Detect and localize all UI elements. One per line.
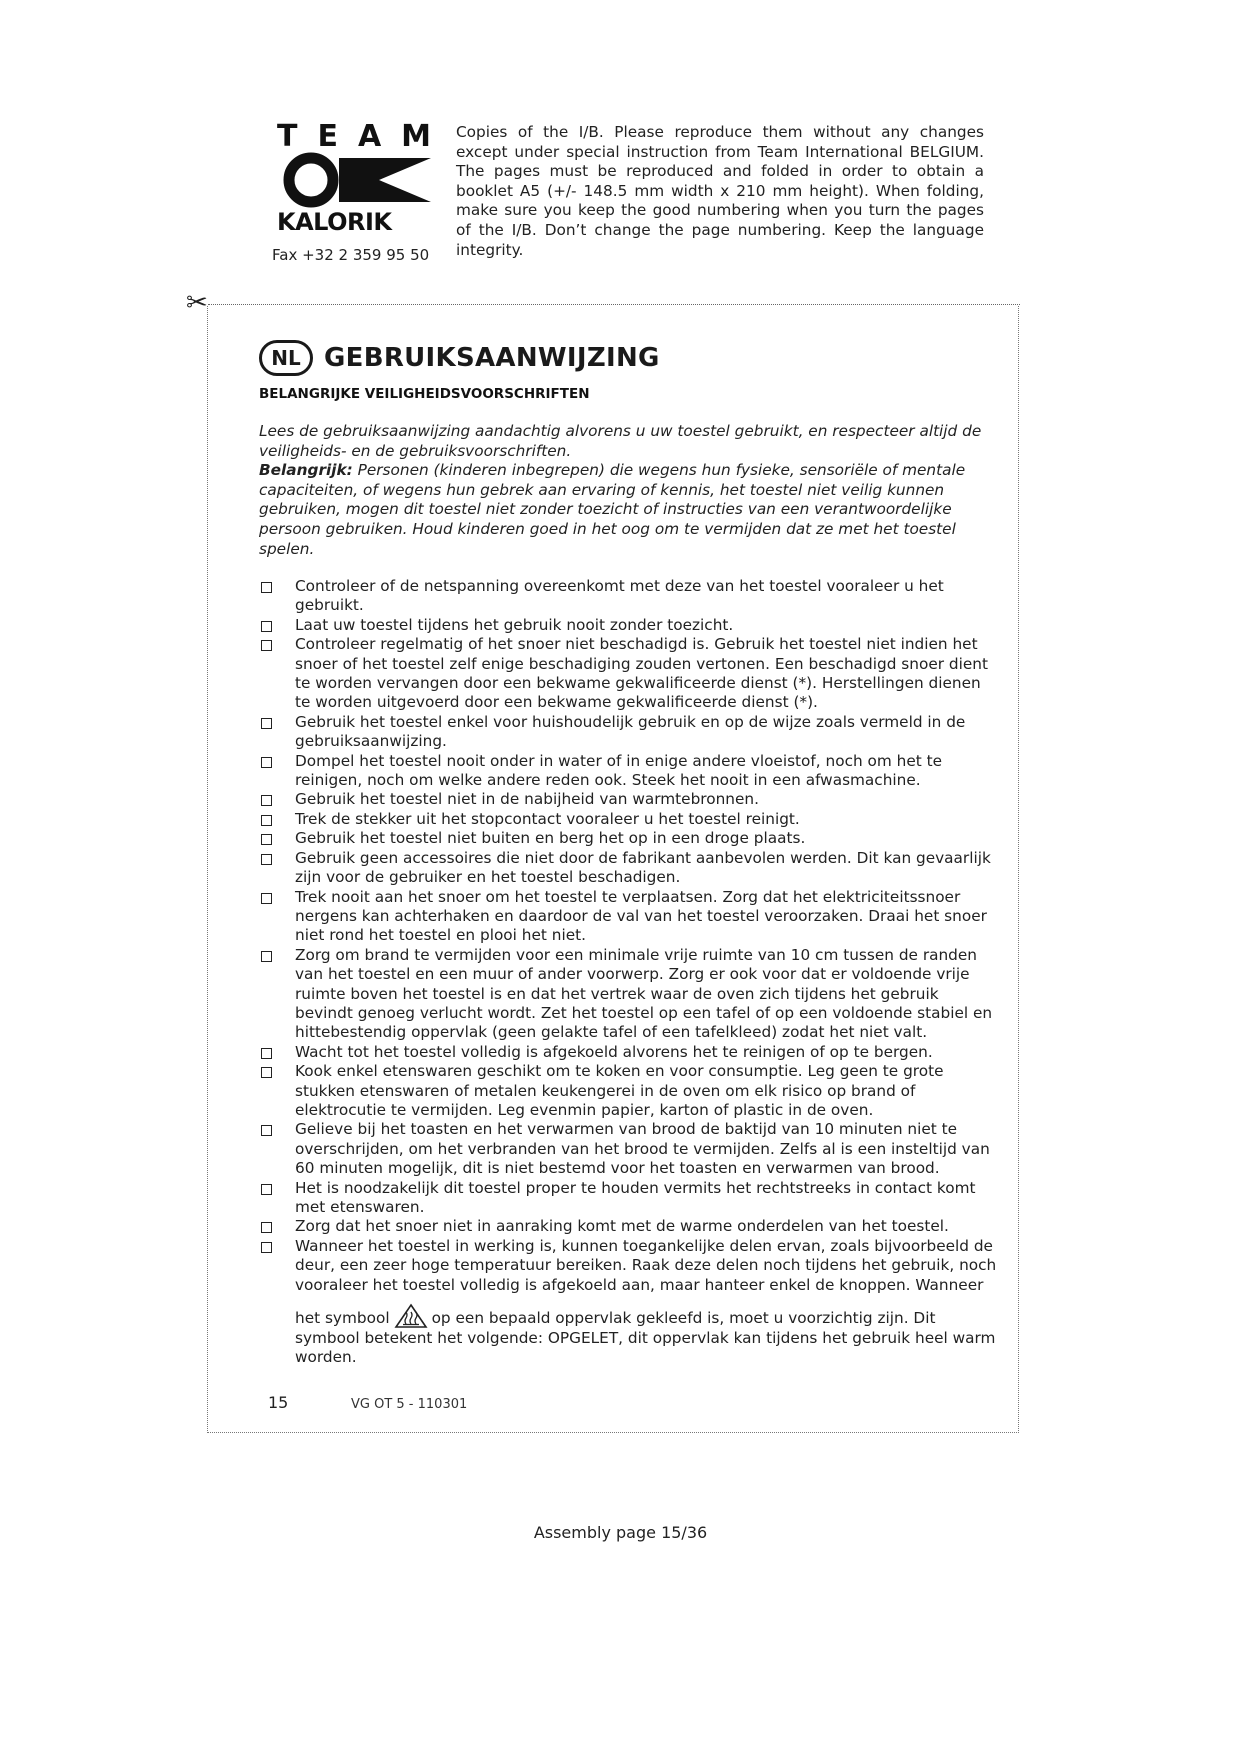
list-item: Wanneer het toestel in werking is, kunnen toegankelijke delen ervan, zoals bijvoorbeeld de deur, een zeer hoge temperatuur bereiken. Raak deze delen noch tijdens het gebruik, noch vooraleer het toestel volledig is afgekoeld aan, maar hanteer enkel de knoppen. Wanneer het symbool op een bepaald oppervlak gekleefd is, moet u voorzichtig zijn. Dit symbool betekent het volgende: OPGELET, dit oppervlak kan tijdens het gebruik heel warm worden. [259,1237,999,1368]
scissors-icon: ✂ [186,288,208,318]
checkbox-bullet-icon [261,834,272,845]
list-item: Kook enkel etenswaren geschikt om te koken en voor consumptie. Leg geen te grote stukken etenswaren of metalen keukengerei in de oven om elk risico op brand of elektrocutie te vermijden. Leg evenmin papier, karton of plastic in de oven. [259,1062,999,1120]
list-item: Trek de stekker uit het stopcontact vooraleer u het toestel reinigt. [259,810,999,829]
page-title: GEBRUIKSAANWIJZING [324,343,660,373]
checkbox-bullet-icon [261,1222,272,1233]
logo-kalorik-text: KALORIK [277,208,392,236]
checkbox-bullet-icon [261,1125,272,1136]
list-item: Trek nooit aan het snoer om het toestel te verplaatsen. Zorg dat het elektriciteitssnoer nergens kan achterhaken en daardoor de val van het toestel veroorzaken. Draai het snoer niet rond het toestel en plooi het niet. [259,888,999,946]
list-item: Laat uw toestel tijdens het gebruik nooit zonder toezicht. [259,616,999,635]
logo-team-text: TEAM [277,119,452,154]
list-item: Zorg dat het snoer niet in aanraking komt met de warme onderdelen van het toestel. [259,1217,999,1236]
list-item: Gebruik het toestel niet in de nabijheid van warmtebronnen. [259,790,999,809]
important-note [259,461,985,559]
checkbox-bullet-icon [261,815,272,826]
checkbox-bullet-icon [261,640,272,651]
list-item: Het is noodzakelijk dit toestel proper te houden vermits het rechtstreeks in contact komt met etenswaren. [259,1179,999,1218]
list-item: Dompel het toestel nooit onder in water of in enige andere vloeistof, noch om het te reinigen, noch om welke andere reden ook. Steek het nooit in een afwasmachine. [259,752,999,791]
list-item: Controleer regelmatig of het snoer niet beschadigd is. Gebruik het toestel niet indien het snoer of het toestel zelf enige beschadiging zouden vertonen. Een beschadigd snoer dient te worden vervangen door een bekwame gekwalificeerde dienst (*). Herstellingen dienen te worden uitgevoerd door een bekwame gekwalificeerde dienst (*). [259,635,999,713]
language-badge: NL [259,340,313,376]
list-item: Gebruik geen accessoires die niet door de fabrikant aanbevolen werden. Dit kan gevaarlijk zijn voor de gebruiker en het toestel beschadigen. [259,849,999,888]
list-item: Controleer of de netspanning overeenkomt met deze van het toestel vooraleer u het gebruikt. [259,577,999,616]
model-code: VG OT 5 - 110301 [351,1397,468,1412]
checkbox-bullet-icon [261,1067,272,1078]
checkbox-bullet-icon [261,1242,272,1253]
page-number: 15 [268,1393,289,1412]
lead-text: Lees de gebruiksaanwijzing aandachtig alvorens u uw toestel gebruikt, en respecteer altijd de veiligheids- en de gebruiksvoorschriften. [259,422,982,460]
checkbox-bullet-icon [261,951,272,962]
safety-rules-list [259,577,999,1368]
assembly-page-label: Assembly page 15/36 [533,1523,708,1542]
important-text: Personen (kinderen inbegrepen) die wegens hun fysieke, sensoriële of mentale capaciteiten, of wegens hun gebrek aan ervaring of kennis, het toestel niet veilig kunnen gebruiken, mogen dit toestel niet zonder toezicht of instructies van een verantwoordelijke persoon gebruiken. Houd kinderen goed in het oog om te vermijden dat ze met het toestel spelen. [259,461,966,558]
hot-surface-warning-icon [394,1303,428,1329]
checkbox-bullet-icon [261,582,272,593]
list-item: Gebruik het toestel niet buiten en berg het op in een droge plaats. [259,829,999,848]
kalorik-logo-mark-icon [283,152,431,208]
team-kalorik-logo [277,119,452,237]
checkbox-bullet-icon [261,854,272,865]
section-heading: BELANGRIJKE VEILIGHEIDSVOORSCHRIFTEN [259,386,590,402]
checkbox-bullet-icon [261,1048,272,1059]
lead-paragraph [259,422,985,559]
reproduction-instructions: Copies of the I/B. Please reproduce them without any changes except under special instruction from Team International BELGIUM. The pages must be reproduced and folded in order to obtain a booklet A5 (+/- 148.5 mm width x 210 mm height). When folding, make sure you keep the good numbering when you turn the pages of the I/B. Don’t change the page numbering. Keep the language integrity. [456,123,984,259]
fax-number: Fax +32 2 359 95 50 [272,246,430,264]
list-item: Wacht tot het toestel volledig is afgekoeld alvorens het te reinigen of op te bergen. [259,1043,999,1062]
checkbox-bullet-icon [261,1184,272,1195]
list-item: Gelieve bij het toasten en het verwarmen van brood de baktijd van 10 minuten niet te overschrijden, om het verbranden van het brood te vermijden. Zelfs al is een insteltijd van 60 minuten mogelijk, dit is niet bestemd voor het toasten en verwarmen van brood. [259,1120,999,1178]
list-item: Gebruik het toestel enkel voor huishoudelijk gebruik en op de wijze zoals vermeld in de gebruiksaanwijzing. [259,713,999,752]
checkbox-bullet-icon [261,893,272,904]
important-label: Belangrijk: [259,461,353,480]
list-item: Zorg om brand te vermijden voor een minimale vrije ruimte van 10 cm tussen de randen van het toestel en een muur of ander voorwerp. Zorg er ook voor dat er voldoende vrije ruimte boven het toestel is en dat het vertrek waar de oven zich tijdens het gebruik bevindt genoeg verlucht wordt. Zet het toestel op een tafel of op een voldoende stabiel en hittebestendig oppervlak (geen gelakte tafel of een tafelkleed) zodat het niet valt. [259,946,999,1043]
hot-surface-sentence: het symbool op een bepaald oppervlak gekleefd is, moet u voorzichtig zijn. Dit symbool betekent het volgende: OPGELET, dit oppervlak kan tijdens het gebruik heel warm worden. [295,1303,999,1368]
cut-line [208,304,1020,305]
checkbox-bullet-icon [261,718,272,729]
checkbox-bullet-icon [261,795,272,806]
checkbox-bullet-icon [261,621,272,632]
checkbox-bullet-icon [261,757,272,768]
